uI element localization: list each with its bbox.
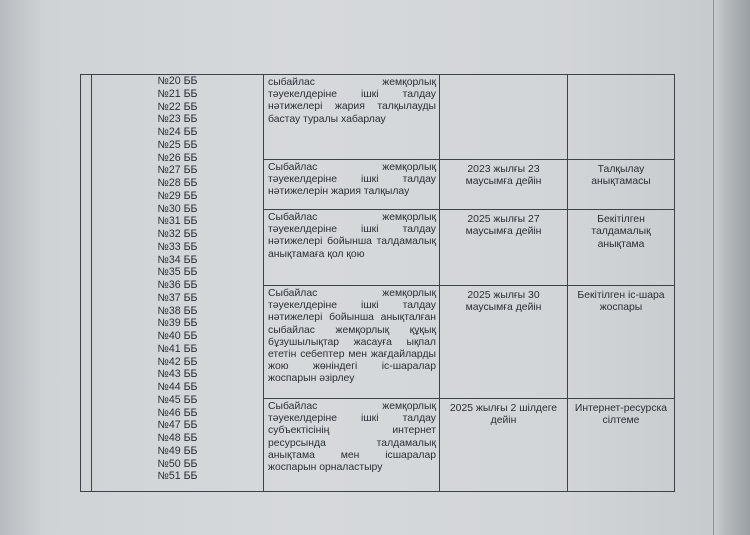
result-cell: Интернет-ресурска сілтеме bbox=[568, 399, 675, 492]
code-item: №45 ББ bbox=[157, 393, 198, 406]
code-item: №38 ББ bbox=[157, 304, 198, 317]
code-item: №32 ББ bbox=[157, 228, 198, 240]
code-item: №46 ББ bbox=[157, 406, 198, 419]
code-item: №22 ББ bbox=[157, 100, 198, 113]
page-edge bbox=[713, 0, 750, 535]
action-cell: Сыбайлас жемқорлық тәуекелдеріне ішкі талдау субъектісінің интернет ресурсында талдамалық анықтама мен ісшаралар жоспарын орналастыру bbox=[264, 399, 440, 492]
code-item: №37 ББ bbox=[157, 291, 198, 304]
code-item: №23 ББ bbox=[157, 113, 198, 126]
code-item: №35 ББ bbox=[157, 266, 198, 279]
code-item: №30 ББ bbox=[157, 202, 198, 215]
code-item: №41 ББ bbox=[157, 342, 198, 355]
action-cell: Сыбайлас жемқорлық тәуекелдеріне ішкі талдау нәтижелерін жария талқылау bbox=[264, 160, 440, 210]
code-item: №20 ББ bbox=[157, 75, 198, 87]
code-item: №51 ББ bbox=[157, 470, 198, 483]
code-item: №44 ББ bbox=[157, 381, 198, 393]
code-item: №36 ББ bbox=[157, 279, 198, 291]
result-cell: Талқылау анықтамасы bbox=[568, 160, 675, 210]
code-item: №49 ББ bbox=[157, 444, 198, 457]
code-item: №48 ББ bbox=[157, 432, 198, 444]
code-item: №31 ББ bbox=[157, 215, 198, 228]
plan-table bbox=[80, 74, 675, 492]
deadline-cell: 2025 жылғы 2 шілдеге дейін bbox=[440, 399, 568, 492]
code-item: №21 ББ bbox=[157, 87, 198, 100]
action-cell: Сыбайлас жемқорлық тәуекелдеріне ішкі талдау нәтижелері бойынша анықталған сыбайлас жемқорлық құқық бұзушылықтар жасауға ықпал ететін себептер мен жағдайларды жою жөніндегі іс-шаралар жоспарын әзірлеу bbox=[264, 286, 440, 399]
code-item: №34 ББ bbox=[157, 253, 198, 266]
result-cell: Бекітілген талдамалық анықтама bbox=[568, 210, 675, 286]
result-cell: Бекітілген іс-шара жоспары bbox=[568, 286, 675, 399]
code-item: №27 ББ bbox=[157, 164, 198, 177]
code-item: №43 ББ bbox=[157, 368, 198, 381]
code-item: №39 ББ bbox=[157, 317, 198, 330]
code-item: №29 ББ bbox=[157, 189, 198, 202]
code-item: №28 ББ bbox=[157, 177, 198, 189]
deadline-cell: 2025 жылғы 30 маусымға дейін bbox=[440, 286, 568, 399]
code-item: №40 ББ bbox=[157, 330, 198, 342]
number-column bbox=[81, 75, 92, 492]
code-item: №42 ББ bbox=[157, 355, 198, 368]
action-cell: сыбайлас жемқорлық тәуекелдеріне ішкі талдау нәтижелері жария талқылауды бастау туралы хабарлау bbox=[264, 75, 440, 160]
code-item: №24 ББ bbox=[157, 126, 198, 138]
codes-cell bbox=[92, 75, 264, 492]
deadline-cell: 2023 жылғы 23 маусымға дейін bbox=[440, 160, 568, 210]
result-cell bbox=[568, 75, 675, 160]
deadline-cell: 2025 жылғы 27 маусымға дейін bbox=[440, 210, 568, 286]
deadline-cell bbox=[440, 75, 568, 160]
code-item: №47 ББ bbox=[157, 419, 198, 432]
code-item: №26 ББ bbox=[157, 151, 198, 164]
table-row bbox=[81, 75, 675, 160]
code-item: №50 ББ bbox=[157, 457, 198, 470]
action-cell: Сыбайлас жемқорлық тәуекелдеріне ішкі талдау нәтижелері бойынша талдамалық анықтамаға қол қою bbox=[264, 210, 440, 286]
code-item: №25 ББ bbox=[157, 138, 198, 151]
code-item: №33 ББ bbox=[157, 240, 198, 253]
